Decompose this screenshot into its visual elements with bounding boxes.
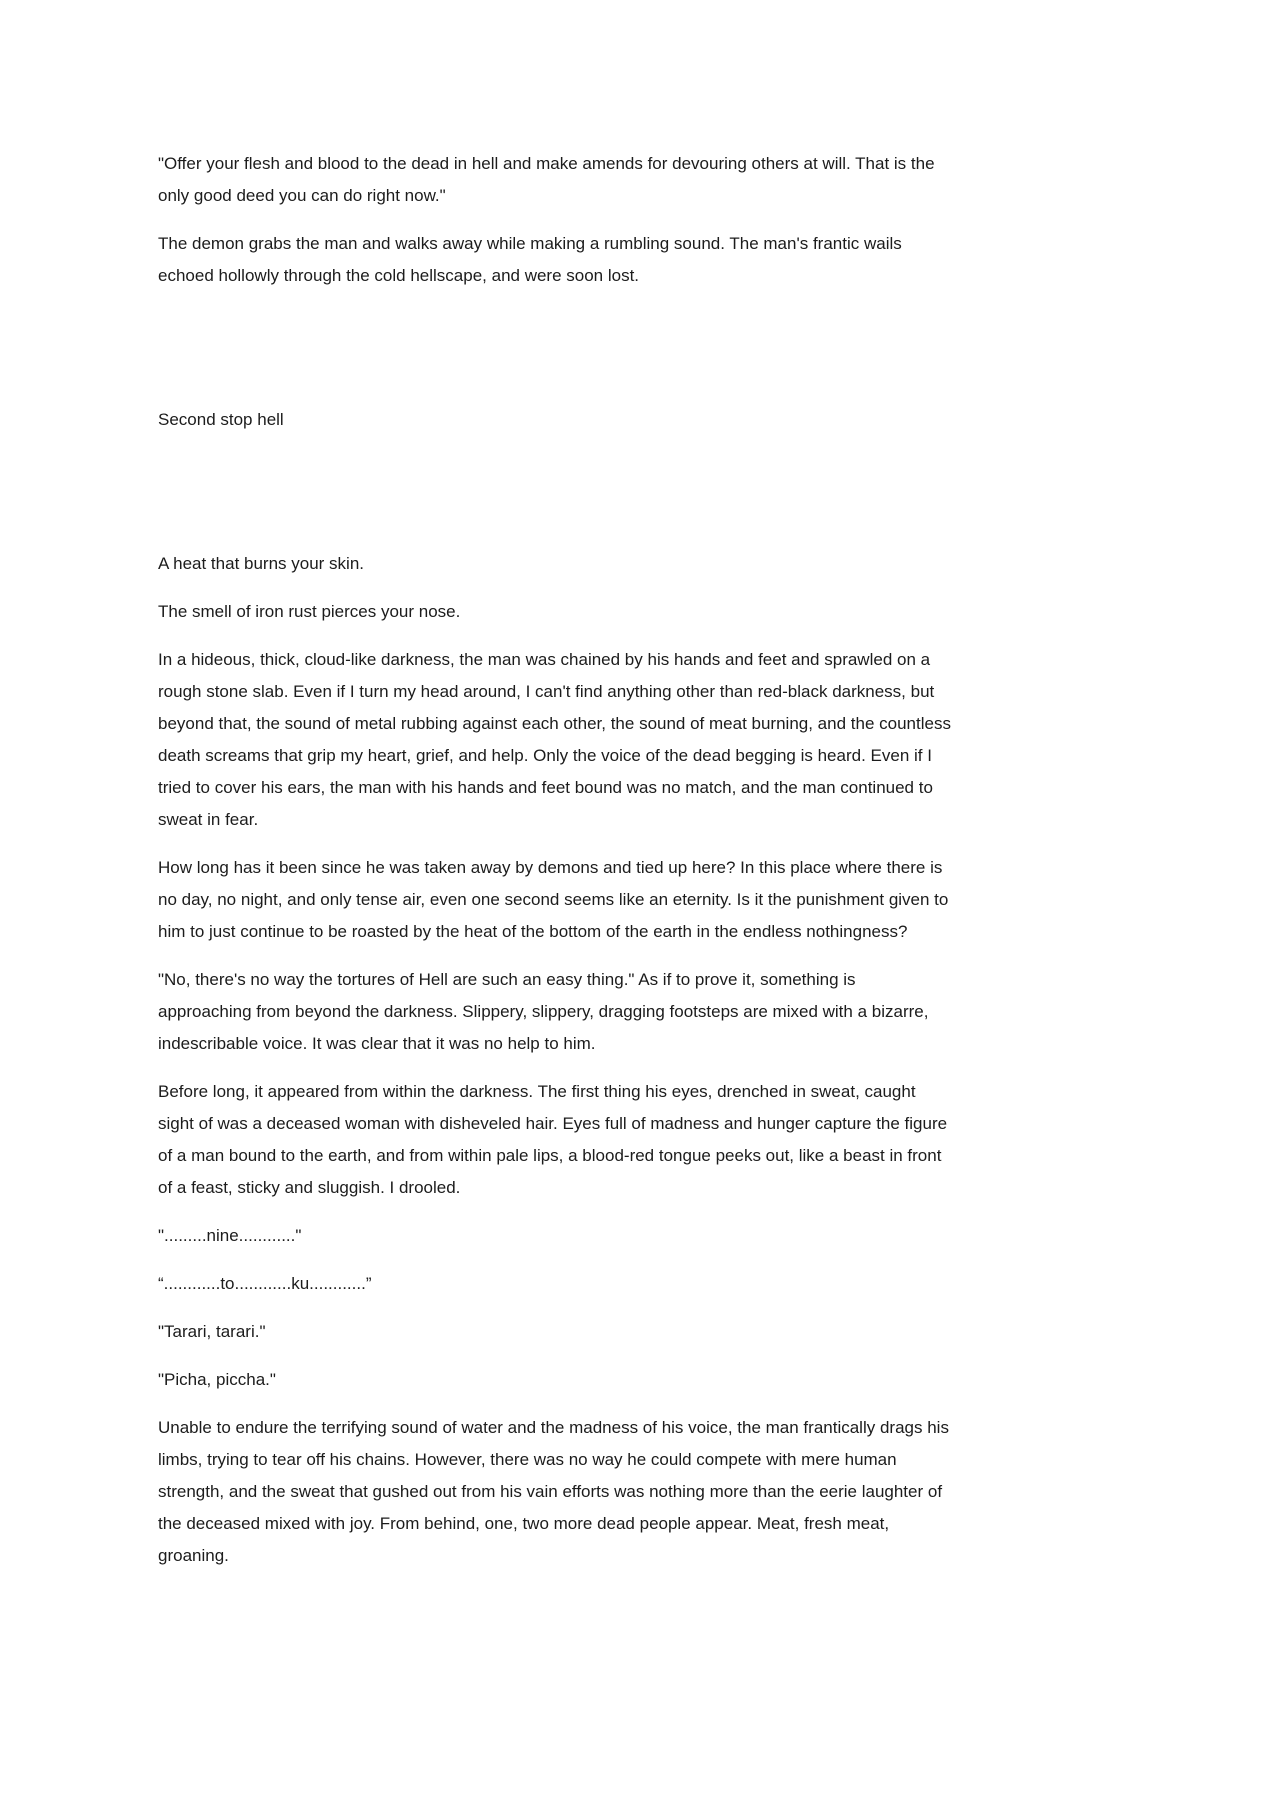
document-content bbox=[158, 148, 952, 1588]
paragraph: "Picha, piccha." bbox=[158, 1370, 276, 1389]
paragraph: "Offer your flesh and blood to the dead in hell and make amends for devouring others at will. That is the only good deed you can do right now." bbox=[158, 154, 935, 205]
paragraph: "Tarari, tarari." bbox=[158, 1322, 266, 1341]
paragraph: “............to............ku............” bbox=[158, 1274, 372, 1293]
paragraph: A heat that burns your skin. bbox=[158, 554, 365, 573]
empty-line bbox=[158, 308, 952, 340]
paragraph: Before long, it appeared from within the darkness. The first thing his eyes, drenched in sweat, caught sight of was a deceased woman with disheveled hair. Eyes full of madness and hunger capture the figure of a man bound to the earth, and from within pale lips, a blood-red tongue peeks out, like a beast in front of a feast, sticky and sluggish. I drooled. bbox=[158, 1082, 948, 1197]
empty-line bbox=[158, 452, 952, 484]
paragraph: In a hideous, thick, cloud-like darkness, the man was chained by his hands and feet and sprawled on a rough stone slab. Even if I turn my head around, I can't find anything other than red-black darkness, but beyond that, the sound of metal rubbing against each other, the sound of meat burning, and the countless death screams that grip my heart, grief, and help. Only the voice of the dead begging is heard. Even if I tried to cover his ears, the man with his hands and feet bound was no match, and the man continued to sweat in fear. bbox=[158, 650, 951, 829]
paragraph: ".........nine............" bbox=[158, 1226, 302, 1245]
paragraph: The demon grabs the man and walks away while making a rumbling sound. The man's frantic wails echoed hollowly through the cold hellscape, and were soon lost. bbox=[158, 234, 902, 285]
empty-line bbox=[158, 500, 952, 532]
paragraph: "No, there's no way the tortures of Hell are such an easy thing." As if to prove it, something is approaching from beyond the darkness. Slippery, slippery, dragging footsteps are mixed with a bizarre, indescribable voice. It was clear that it was no help to him. bbox=[158, 970, 929, 1053]
section-heading: Second stop hell bbox=[158, 410, 284, 429]
paragraph: The smell of iron rust pierces your nose. bbox=[158, 602, 461, 621]
empty-line bbox=[158, 356, 952, 388]
paragraph: How long has it been since he was taken away by demons and tied up here? In this place where there is no day, no night, and only tense air, even one second seems like an eternity. Is it the punishment given to him to just continue to be roasted by the heat of the bottom of the earth in the endless nothingness? bbox=[158, 858, 949, 941]
paragraph: Unable to endure the terrifying sound of water and the madness of his voice, the man frantically drags his limbs, trying to tear off his chains. However, there was no way he could compete with mere human strength, and the sweat that gushed out from his vain efforts was nothing more than the eerie laughter of the deceased mixed with joy. From behind, one, two more dead people appear. Meat, fresh meat, groaning. bbox=[158, 1418, 949, 1565]
